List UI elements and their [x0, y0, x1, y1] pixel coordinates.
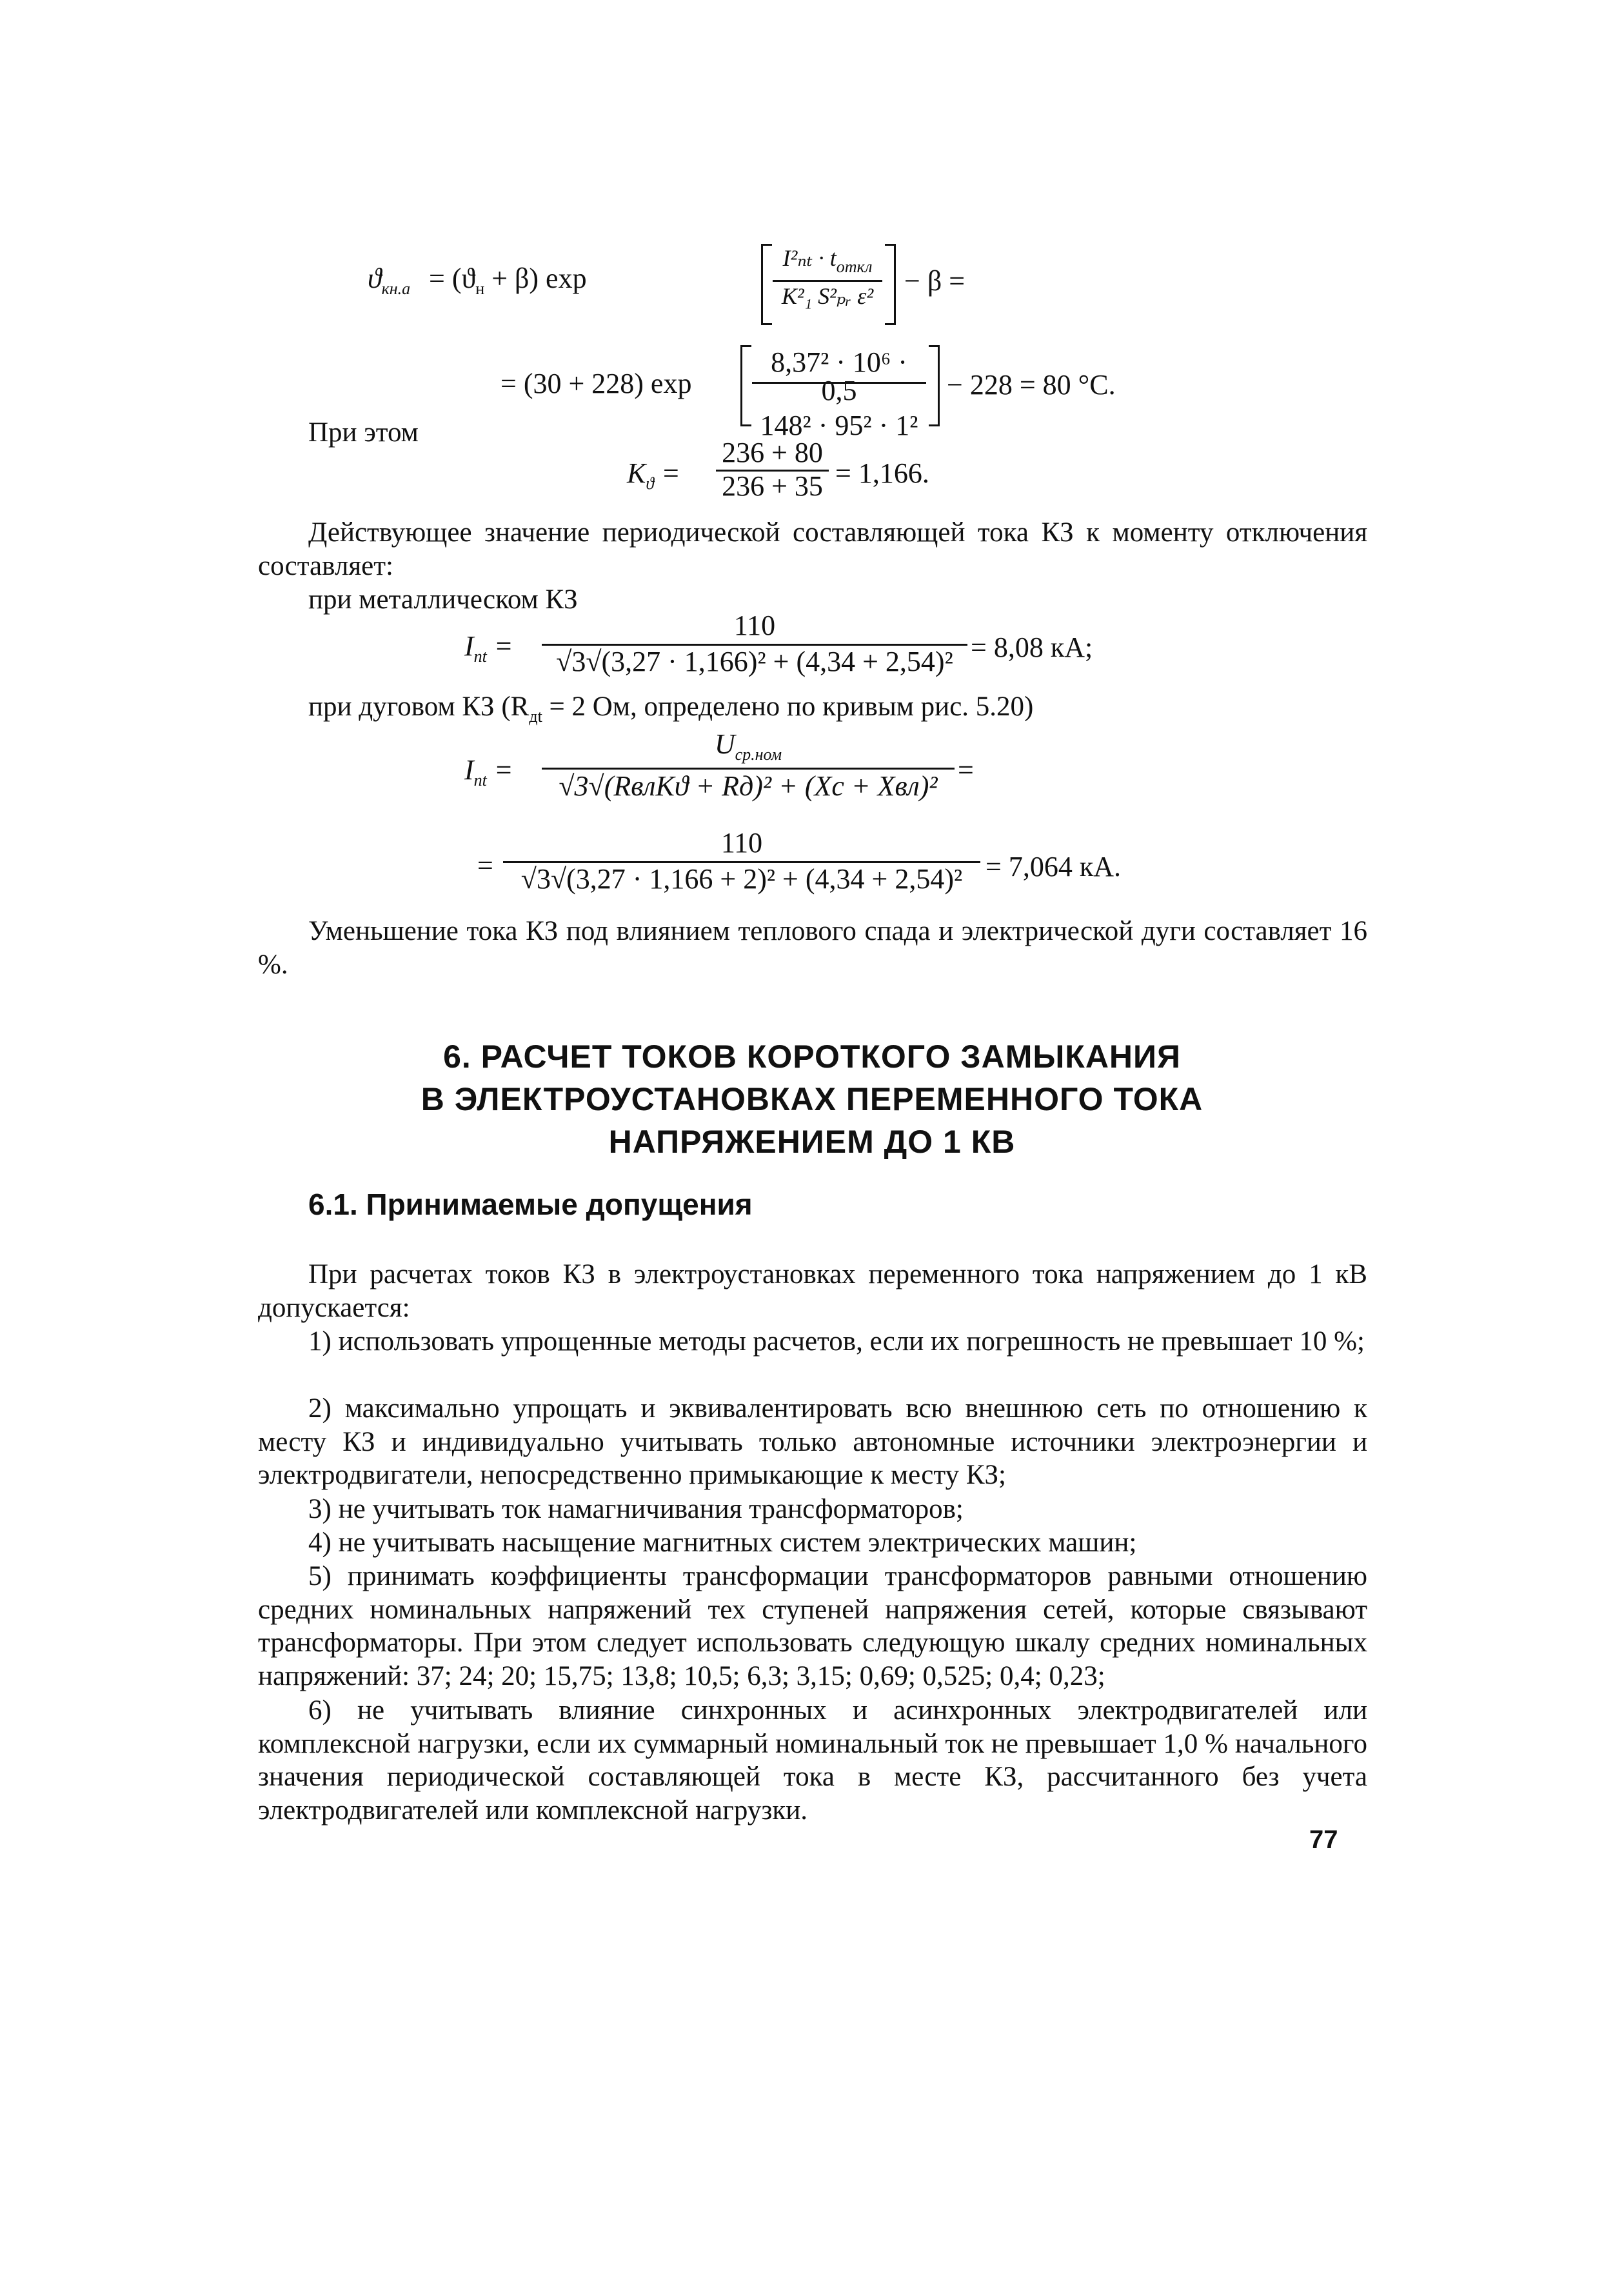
- text-arc: при дуговом КЗ ($R_{дt} = 2$ Ом, определено по кривым рис. 5.20): [308, 692, 1034, 726]
- formula-2-numerator: 236 + 80: [722, 437, 823, 468]
- list-item-5: 5) принимать коэффициенты трансформации трансформаторов равными отношению средних номинальных напряжений тех ступеней напряжения сетей, которые связывают трансформаторы. При этом следует использовать следующую шкалу средних номинальных напряжений: 37; 24; 20; 15,75; 13,8; 10,5; 6,3; 3,15; 0,69; 0,525; 0,4; 0,23;: [258, 1561, 1367, 1691]
- formula-5-lhs: =: [477, 850, 493, 881]
- fraction-numerator-2: 8,37² · 10⁶ · 0,5: [771, 346, 907, 406]
- formula-1-mid-text: = (ϑ: [429, 263, 476, 294]
- left-bracket-2: [740, 345, 751, 426]
- formula-1-tail: − β =: [904, 265, 965, 297]
- paragraph-3: При расчетах токов КЗ в электроустановках переменного тока напряжением до 1 кВ допускается:: [258, 1259, 1367, 1323]
- paragraph-1: Действующее значение периодической составляющей тока КЗ к моменту отключения составляет:: [258, 517, 1367, 581]
- formula-1-lhs: [368, 264, 410, 297]
- formula-4-lhs: $I_{пt}$ =: [464, 754, 513, 790]
- formula-1-line2-tail: − 228 = 80 °C.: [947, 369, 1116, 401]
- right-bracket-2: [929, 345, 940, 426]
- formula-2-denominator: 236 + 35: [722, 470, 823, 502]
- fraction-denominator: K²₁ S²ₚᵣ ε²: [781, 283, 874, 309]
- formula-3-bar: [542, 644, 967, 646]
- formula-5-result: = 7,064 кА.: [985, 851, 1121, 882]
- formula-2-lhs: $K_ϑ$ =: [627, 457, 680, 493]
- fraction-bar: [773, 280, 882, 282]
- heading-line-2: В ЭЛЕКТРОУСТАНОВКАХ ПЕРЕМЕННОГО ТОКА: [421, 1081, 1203, 1117]
- list-item-1: 1) использовать упрощенные методы расчетов, если их погрешность не превышает 10 %;: [308, 1326, 1365, 1357]
- text-pri-etom: При этом: [308, 417, 419, 448]
- formula-4-denominator: √3√(RвлKϑ + Rд)² + (Xс + Xвл)²: [559, 770, 938, 802]
- list-item-6: 6) не учитывать влияние синхронных и асинхронных электродвигателей или комплексной нагрузки, если их суммарный номинальный ток не превышает 1,0 % начального значения периодической составляющей тока в месте КЗ, рассчитанного без учета электродвигателей или комплексной нагрузки.: [258, 1695, 1367, 1826]
- formula-3-denominator: √3√(3,27 · 1,166)² + (4,34 + 2,54)²: [556, 646, 953, 677]
- formula-4-numerator: $U_{ср.ном}$: [714, 728, 782, 764]
- formula-5-numerator: 110: [720, 827, 763, 859]
- formula-5-denominator: √3√(3,27 · 1,166 + 2)² + (4,34 + 2,54)²: [520, 863, 963, 895]
- formula-1-mid-sub: н: [475, 279, 485, 298]
- left-bracket: [761, 244, 772, 325]
- theta-subscript: кн.а: [381, 279, 411, 298]
- formula-3-fraction: [542, 612, 967, 676]
- formula-2-fraction: [716, 439, 829, 501]
- formula-4-tail: =: [958, 754, 974, 786]
- section-heading: [0, 1035, 1624, 1163]
- list-item-3: 3) не учитывать ток намагничивания трансформаторов;: [308, 1494, 964, 1524]
- formula-3-result: = 8,08 кА;: [971, 632, 1093, 663]
- fraction-denominator-2: 148² · 95² · 1²: [760, 410, 918, 441]
- heading-line-3: НАПРЯЖЕНИЕМ ДО 1 КВ: [608, 1124, 1016, 1160]
- formula-1-fraction: [773, 246, 882, 308]
- formula-1-mid-text-2: + β) exp: [491, 263, 587, 294]
- formula-4-bar: [542, 768, 955, 770]
- formula-2-result: = 1,166.: [835, 457, 929, 489]
- formula-3-lhs: $I_{пt}$ =: [464, 630, 513, 666]
- formula-3-numerator: 110: [733, 610, 776, 641]
- right-bracket: [885, 244, 896, 325]
- formula-2-bar: [716, 470, 829, 472]
- formula-1-line2-head: = (30 + 228) exp: [500, 368, 692, 399]
- paragraph-2: Уменьшение тока КЗ под влиянием теплового спада и электрической дуги составляет 16 %.: [258, 916, 1367, 980]
- fraction-bar-2: [752, 382, 926, 384]
- formula-1-fraction-2: [752, 348, 926, 440]
- formula-1-mid: [429, 264, 587, 297]
- formula-5-bar: [503, 861, 980, 863]
- heading-line-1: 6. РАСЧЕТ ТОКОВ КОРОТКОГО ЗАМЫКАНИЯ: [443, 1039, 1181, 1075]
- fraction-numerator: $I^2_{nt} \cdot t_{откл}$: [782, 245, 873, 276]
- list-item-2: 2) максимально упрощать и эквивалентировать всю внешнюю сеть по отношению к месту КЗ и индивидуально учитывать только автономные источники электроэнергии и электродвигатели, непосредственно примыкающие к месту КЗ;: [258, 1393, 1367, 1491]
- page-number: 77: [1309, 1826, 1338, 1854]
- theta-symbol: ϑ: [368, 263, 382, 294]
- text-metallic: при металлическом КЗ: [308, 584, 578, 615]
- subsection-heading: 6.1. Принимаемые допущения: [308, 1188, 753, 1221]
- list-item-4: 4) не учитывать насыщение магнитных систем электрических машин;: [308, 1528, 1137, 1558]
- formula-4-fraction: [542, 730, 955, 801]
- formula-5-fraction: [503, 829, 980, 893]
